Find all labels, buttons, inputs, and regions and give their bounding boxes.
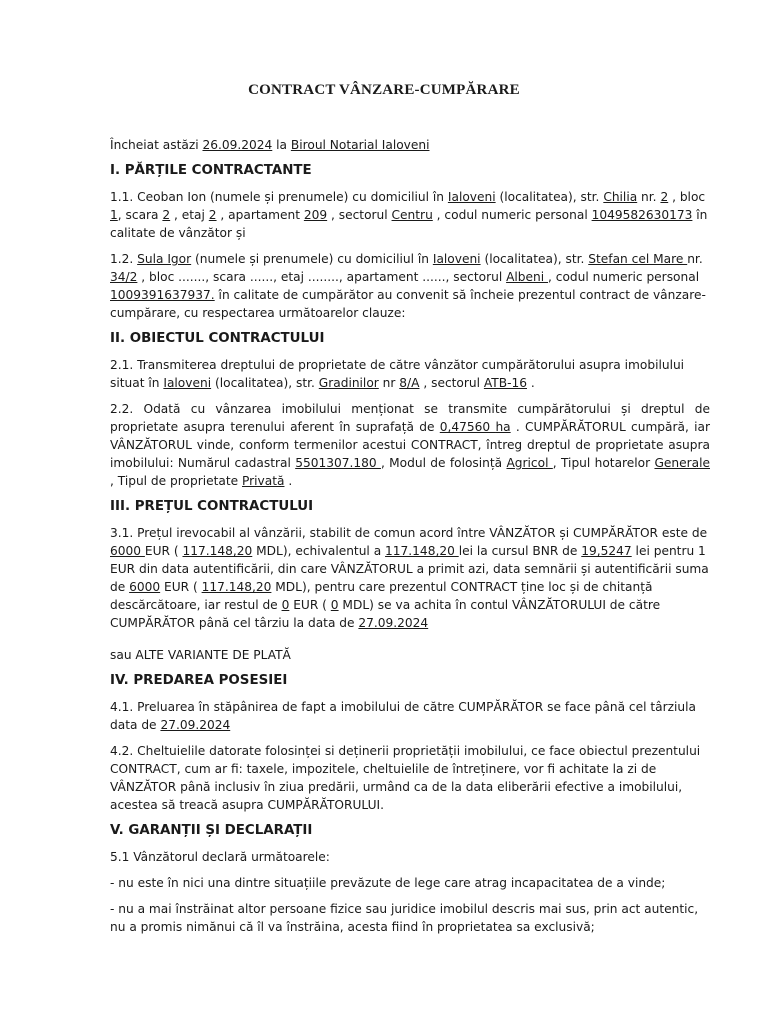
text: , sectorul [419,376,484,390]
land-area: 0,47560 [439,420,496,434]
payment-deadline: 27.09.2024 [358,616,429,630]
seller-id-code: 1049582630173 [591,208,693,222]
text: , sectorul [327,208,392,222]
clause-1-2 [110,250,710,322]
clause-2-2 [110,400,710,490]
text: nr [378,376,400,390]
declaration-item: - nu este în nici una dintre situațiile prevăzute de lege care atrag incapacitatea de a vinde; [110,876,666,890]
clause-5-1: 5.1 Vânzătorul declară următoarele: [110,850,330,864]
text: lei pentru 1 EUR din data autentificării, din care VÂNZĂTORUL a primit azi, data semnării și autentificării suma de [110,544,709,594]
contract-place: Biroul Notarial Ialoveni [290,138,430,152]
text: , apartament [216,208,304,222]
buyer-id-code: 1009391637937. [110,288,215,302]
section-heading-price: III. PREȚUL CONTRACTULUI [110,499,314,514]
paid-eur: 6000 [129,580,161,594]
exchange-rate: 19,5247 [581,544,632,558]
text: . [527,376,535,390]
remaining-eur: 0 [281,598,290,612]
text: , codul numeric personal [548,270,700,284]
text: 1.2. [110,252,138,266]
seller-staircase: 2 [162,208,171,222]
text: , bloc ......., scara ......, etaj ........, apartament ......, sectorul [137,270,507,284]
text: (localitatea), str. [495,190,604,204]
text: (numele și prenumele) cu domiciliul în [191,252,433,266]
text: la [272,138,291,152]
contract-date: 26.09.2024 [202,138,273,152]
text: , Tipul de proprietate [110,474,242,488]
text: , scara [117,208,163,222]
price-lei: 117.148,20 [385,544,459,558]
clause-3-1 [110,524,710,632]
property-locality: Ialoveni [163,376,212,390]
clause-1-1 [110,188,710,242]
text: în calitate de vânzător și [110,208,708,240]
land-area-unit: ha [495,420,511,434]
payment-alternatives: sau ALTE VARIANTE DE PLATĂ [110,648,291,662]
seller-street: Chilia [603,190,638,204]
price-mdl: 117.148,20 [182,544,253,558]
text: Încheiat astăzi [110,138,203,152]
remaining-mdl: 0 [330,598,339,612]
text: în calitate de cumpărător au convenit să încheie prezentul contract de vânzare-cumpărare, cu respectarea următoarelor clauze: [110,288,706,320]
buyer-number: 34/2 [110,270,138,284]
text: MDL), echivalentul a [252,544,386,558]
seller-floor: 2 [208,208,217,222]
buyer-name: Sula Igor [137,252,192,266]
boundary-type: Generale [654,456,710,470]
seller-locality: Ialoveni [447,190,496,204]
seller-sector: Centru [391,208,433,222]
text: MDL) se va achita în contul VÂNZĂTORULUI de către CUMPĂRĂTOR până cel târziu la data de [110,598,661,630]
section-heading-guarantees: V. GARANȚII ȘI DECLARAȚII [110,823,313,838]
text: MDL), pentru care prezentul CONTRACT ține loc și de chitanță descărcătoare, iar restul de [110,580,653,612]
text: 3.1. Prețul irevocabil al vânzării, stabilit de comun acord între VÂNZĂTOR și CUMPĂRĂTOR este de [110,526,708,540]
text: 2.2. Odată cu vânzarea imobilului menționat se transmite cumpărătorului și dreptul de proprietate asupra terenului aferent în suprafață de [110,402,710,434]
text: , codul numeric personal [432,208,592,222]
clause-4-1 [110,698,710,734]
section-heading-object: II. OBIECTUL CONTRACTULUI [110,331,325,346]
handover-date: 27.09.2024 [160,718,231,732]
declaration-item: - nu a mai înstrăinat altor persoane fizice sau juridice imobilul descris mai sus, prin act autentic, nu a promis nimănui că îl va înstrăina, acesta fiind în proprietatea sa exclusivă; [110,902,699,934]
price-eur: 6000 [110,544,145,558]
text: lei la cursul BNR de [458,544,582,558]
property-number: 8/A [399,376,420,390]
section-heading-parties: I. PĂRȚILE CONTRACTANTE [110,163,312,178]
property-street: Gradinilor [318,376,379,390]
usage-mode: Agricol [506,456,553,470]
text: , bloc [668,190,706,204]
clause-2-1 [110,356,710,392]
text: nr. [637,190,661,204]
text: , Modul de folosință [380,456,507,470]
text: EUR ( [144,544,183,558]
buyer-street: Stefan cel Mare [588,252,688,266]
document-body [110,136,710,944]
property-type: Privată [242,474,285,488]
buyer-sector: Albeni [506,270,549,284]
text: 4.1. Preluarea în stăpânirea de fapt a imobilului de către CUMPĂRĂTOR se face până cel târziula data de [110,700,697,732]
intro-line [110,136,710,154]
seller-block: 1 [110,208,118,222]
text: . CUMPĂRĂTORUL cumpără, iar VÂNZĂTORUL vinde, conform termenilor acestui CONTRACT, întreg dreptul de proprietate asupra imobilului: Numărul cadastral [110,420,710,470]
text: 2.1. Transmiterea dreptului de proprietate de către vânzător cumpărătorului asupra imobilului situat în [110,358,685,390]
text: . [284,474,293,488]
text: 1.1. Ceoban Ion (numele și prenumele) cu domiciliul în [110,190,448,204]
text: , Tipul hotarelor [552,456,655,470]
text: EUR ( [289,598,331,612]
text: nr. [687,252,703,266]
document-title: CONTRACT VÂNZARE-CUMPĂRARE [248,82,520,98]
paid-mdl: 117.148,20 [201,580,272,594]
text: (localitatea), str. [211,376,319,390]
text: , etaj [170,208,209,222]
section-heading-possession: IV. PREDAREA POSESIEI [110,673,288,688]
cadastral-number: 5501307.180 [295,456,381,470]
seller-number: 2 [660,190,669,204]
property-sector: ATB-16 [483,376,527,390]
clause-4-2: 4.2. Cheltuielile datorate folosinței si deținerii proprietății imobilului, ce face obiectul prezentului CONTRACT, cum ar fi: taxele, impozitele, cheltuielile de întreținere, vor fi achitate la zi de VÂNZĂTOR până inclusiv în ziua predării, urmând ca de la data eliberării efective a imobilului, acestea să treacă asupra CUMPĂRĂTORULUI. [110,744,701,812]
text: (localitatea), str. [480,252,589,266]
seller-apartment: 209 [303,208,328,222]
buyer-locality: Ialoveni [432,252,481,266]
text: EUR ( [160,580,202,594]
